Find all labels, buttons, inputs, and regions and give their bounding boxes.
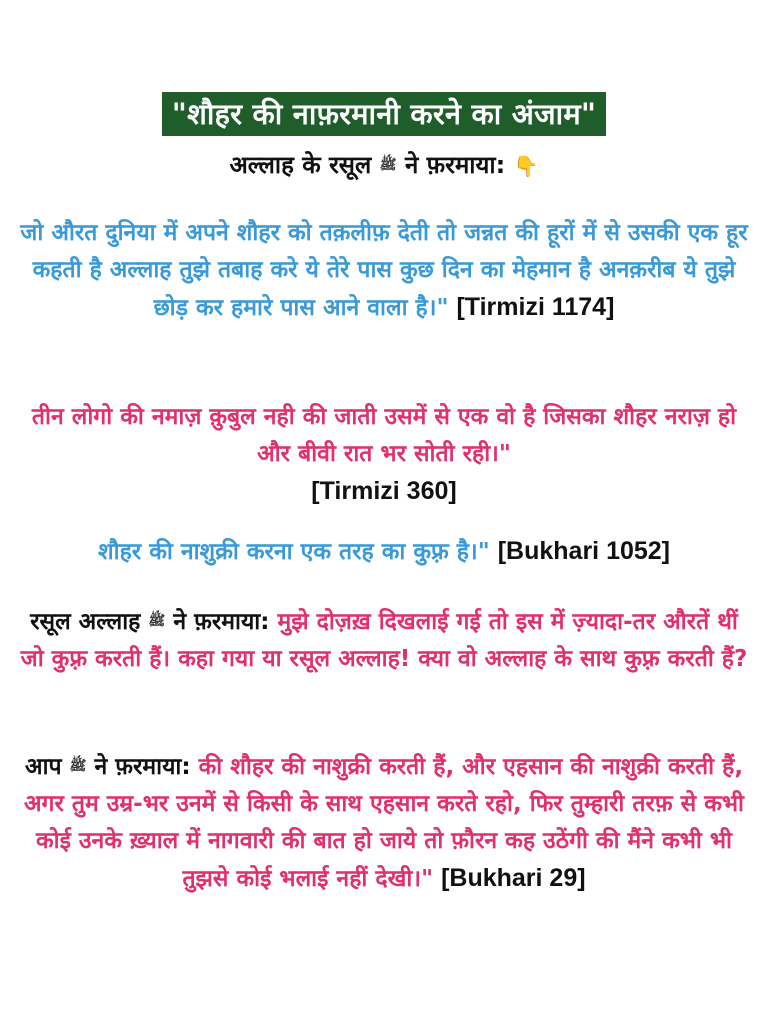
page-title: "शौहर की नाफ़रमानी करने का अंजाम" [162, 92, 606, 136]
hadith-paragraph-1 [18, 215, 750, 327]
intro-line [18, 147, 750, 185]
intro-text: अल्लाह के रसूल [229, 151, 372, 179]
pointing-down-hand-icon: 👇 [513, 154, 539, 178]
pbuh-icon: ﷺ [69, 758, 87, 774]
hadith-3-text: शौहर की नाशुक्री करना एक तरह का कुफ़्र है।" [97, 539, 490, 565]
hadith-2-reference: [Tirmizi 360] [311, 477, 457, 505]
hadith-paragraph-5 [18, 748, 750, 898]
hadith-4-lead: रसूल अल्लाह [30, 609, 141, 635]
hadith-4-text: मुझे दोज़ख़ दिखलाई गई तो इस में ज़्यादा-तर औरतें थीं जो कुफ़्र करती हैं। कहा गया या रसूल अल्लाह! क्या वो अल्लाह के साथ कुफ़्र करती हैं? [20, 609, 748, 672]
hadith-4-said: ने फ़रमाया: [173, 609, 270, 635]
hadith-5-lead: आप [24, 754, 62, 780]
hadith-5-said: ने फ़रमाया: [94, 754, 191, 780]
hadith-paragraph-3 [18, 533, 750, 571]
hadith-1-reference: [Tirmizi 1174] [456, 293, 615, 321]
hadith-paragraph-4 [18, 603, 750, 678]
title-container [0, 92, 768, 136]
intro-said: ने फ़रमाया: [404, 151, 506, 179]
hadith-5-reference: [Bukhari 29] [441, 864, 586, 892]
hadith-5-text: की शौहर की नाशुक्री करती हैं, और एहसान की नाशुक्री करती हैं, अगर तुम उम्र-भर उनमें से किसी के साथ एहसान करते रहो, फिर तुम्हारी तरफ़ से कभी कोई उनके ख़्याल में नागवारी की बात हो जाये तो फ़ौरन कह उठेंगी की मैंने कभी भी तुझसे कोई भलाई नहीं देखी।" [23, 754, 745, 892]
hadith-2-text: तीन लोगो की नमाज़ क़ुबुल नही की जाती उसमें से एक वो है जिसका शौहर नराज़ हो और बीवी रात भर सोती रही।" [31, 404, 737, 467]
pbuh-icon: ﷺ [379, 157, 397, 173]
hadith-paragraph-2 [18, 399, 750, 511]
hadith-1-text: जो औरत दुनिया में अपने शौहर को तक़लीफ़ देती तो जन्नत की हूरों में से उसकी एक हूर कहती है अल्लाह तुझे तबाह करे ये तेरे पास कुछ दिन का मेहमान है अनक़रीब ये तुझे छोड़ कर हमारे पास आने वाला है।" [20, 220, 748, 321]
hadith-3-reference: [Bukhari 1052] [497, 537, 671, 565]
pbuh-icon: ﷺ [148, 613, 166, 629]
